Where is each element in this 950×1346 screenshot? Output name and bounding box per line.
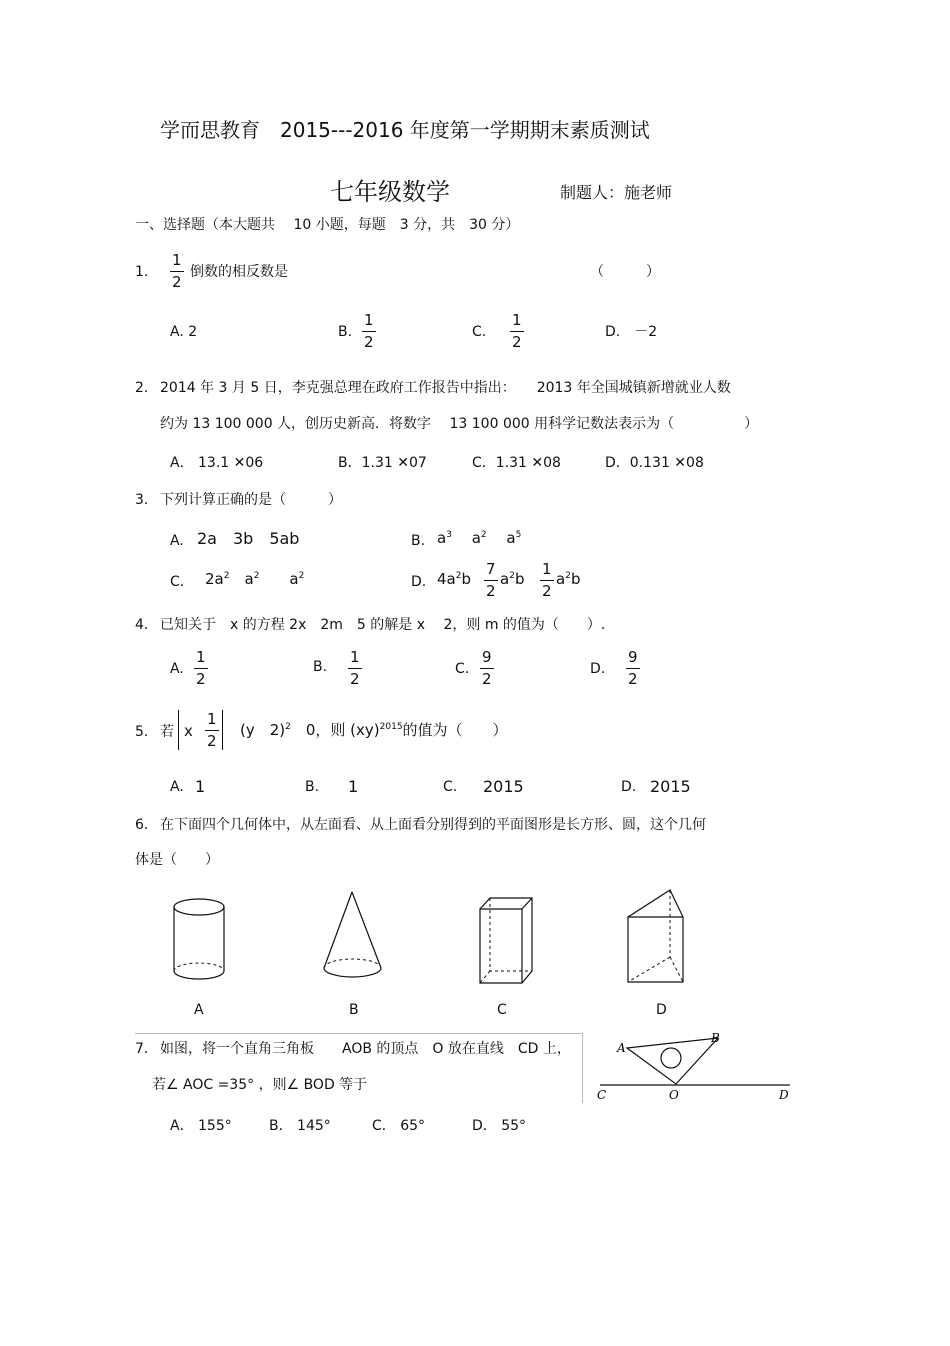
angle-figure	[595, 1030, 795, 1105]
q5-option-b-value: 1	[348, 777, 359, 796]
page-title: 学而思教育 2015---2016 年度第一学期期末素质测试	[160, 118, 650, 142]
q5-option-c-label: C.	[443, 779, 458, 795]
q4-number: 4.	[135, 617, 149, 633]
q5-option-a-value: 1	[195, 777, 206, 796]
q1-option-c-fraction: 1 2	[512, 311, 522, 351]
q1-option-b-label: B.	[338, 324, 353, 340]
figure-label-b: B	[349, 1002, 359, 1018]
q7-top-rule	[135, 1033, 583, 1034]
q7-line1: 如图，将一个直角三角板 AOB 的顶点 O 放在直线 CD 上，	[160, 1041, 571, 1057]
q3-option-a-expr: 2a 3b 5ab	[197, 529, 300, 548]
q4-option-a-label: A.	[170, 661, 184, 677]
q3-option-d-fraction2: 1 2	[542, 560, 552, 600]
q2-line2: 约为 13 100 000 人，创历史新高．将数字 13 100 000 用科学记数法表示为（ ）	[160, 416, 759, 432]
q5-ruo: 若	[160, 724, 174, 740]
section-heading: 一、选择题（本大题共 10 小题，每题 3 分，共 30 分）	[135, 217, 520, 233]
q3-text: 下列计算正确的是（ ）	[160, 492, 342, 508]
fig-label-d: D	[779, 1088, 789, 1102]
q3-option-d-term3: $a^2b$	[556, 570, 581, 588]
figure-label-c: C	[497, 1002, 507, 1018]
q3-option-d-fraction1: 7 2	[486, 560, 496, 600]
q3-option-d-term1: $4a^2b$	[437, 570, 472, 588]
q3-option-c-expr: $2a^2$ $a^2$ $a^2$	[205, 570, 305, 588]
q5-fraction: 1 2	[207, 710, 217, 750]
q7-option-d: D． 55°	[472, 1118, 527, 1134]
q5-expr: (y 2)$^2$ 0，则 (xy)$^{2015}$的值为（ ）	[240, 721, 508, 739]
q5-option-d-label: D.	[621, 779, 637, 795]
q3-option-a-label: A.	[170, 533, 184, 549]
page-subtitle: 七年级数学	[330, 178, 450, 206]
triangular-prism-figure	[625, 887, 690, 987]
q7-figure-divider	[582, 1033, 583, 1103]
fig-label-a: A	[617, 1041, 626, 1055]
q3-option-d-term2: $a^2b$	[500, 570, 525, 588]
q7-option-a: A． 155°	[170, 1118, 232, 1134]
q5-number: 5.	[135, 724, 149, 740]
q2-line1: 2014 年 3 月 5 日，李克强总理在政府工作报告中指出： 2013 年全国城镇新增就业人数	[160, 380, 731, 396]
q4-text: 已知关于 x 的方程 2x 2m 5 的解是 x 2，则 m 的值为（ ）.	[160, 617, 606, 633]
q3-option-b-label: B.	[411, 533, 426, 549]
figure-label-d: D	[656, 1002, 667, 1018]
q1-text: 倒数的相反数是	[190, 264, 288, 280]
q4-option-a-fraction: 1 2	[196, 648, 206, 688]
q2-number: 2.	[135, 380, 149, 396]
q1-option-d: D. －2	[605, 324, 658, 340]
q1-option-a: A. 2	[170, 324, 198, 340]
prism-figure	[475, 893, 540, 988]
q2-option-b: B．1.31 ✕07	[338, 455, 427, 471]
q2-option-c: C．1.31 ✕08	[472, 455, 561, 471]
q5-x: x	[184, 722, 193, 740]
q4-option-c-fraction: 9 2	[482, 648, 492, 688]
q6-line1: 在下面四个几何体中，从左面看、从上面看分别得到的平面图形是长方形、圆，这个几何	[160, 817, 706, 833]
abs-bar-left	[178, 710, 179, 750]
q3-option-c-label: C.	[170, 574, 185, 590]
q5-option-b-label: B.	[305, 779, 320, 795]
fig-label-b: B	[711, 1031, 720, 1045]
cone-figure	[318, 890, 388, 985]
cylinder-figure	[170, 895, 230, 985]
q4-option-b-label: B.	[313, 659, 328, 675]
author-line: 制题人：施老师	[560, 183, 673, 202]
q5-option-a-label: A.	[170, 779, 184, 795]
q6-line2: 体是（ ）	[135, 852, 219, 868]
q7-line2: 若∠ AOC =35° ，则∠ BOD 等于	[152, 1077, 368, 1093]
q1-answer-paren: （ ）	[590, 264, 660, 280]
q3-option-b-expr: $a^3$ $a^2$ $a^5$	[437, 529, 522, 547]
fig-label-c: C	[597, 1088, 607, 1102]
q7-option-b: B． 145°	[269, 1118, 331, 1134]
q4-option-c-label: C.	[455, 661, 470, 677]
q1-fraction: 1 2	[172, 251, 182, 291]
q2-option-d: D．0.131 ✕08	[605, 455, 704, 471]
figure-label-a: A	[194, 1002, 204, 1018]
q2-option-a: A． 13.1 ✕06	[170, 455, 264, 471]
q4-option-d-fraction: 9 2	[628, 648, 638, 688]
q4-option-b-fraction: 1 2	[350, 648, 360, 688]
fig-label-o: O	[669, 1088, 679, 1102]
q3-number: 3.	[135, 492, 149, 508]
q1-number: 1.	[135, 264, 149, 280]
q5-option-c-value: 2015	[483, 777, 524, 796]
q5-option-d-value: 2015	[650, 777, 691, 796]
abs-bar-right	[222, 710, 223, 750]
q1-option-b-fraction: 1 2	[364, 311, 374, 351]
q4-option-d-label: D.	[590, 661, 606, 677]
q6-number: 6.	[135, 817, 149, 833]
q7-option-c: C． 65°	[372, 1118, 426, 1134]
q1-option-c-label: C.	[472, 324, 487, 340]
q7-number: 7.	[135, 1041, 149, 1057]
q3-option-d-label: D.	[411, 574, 427, 590]
